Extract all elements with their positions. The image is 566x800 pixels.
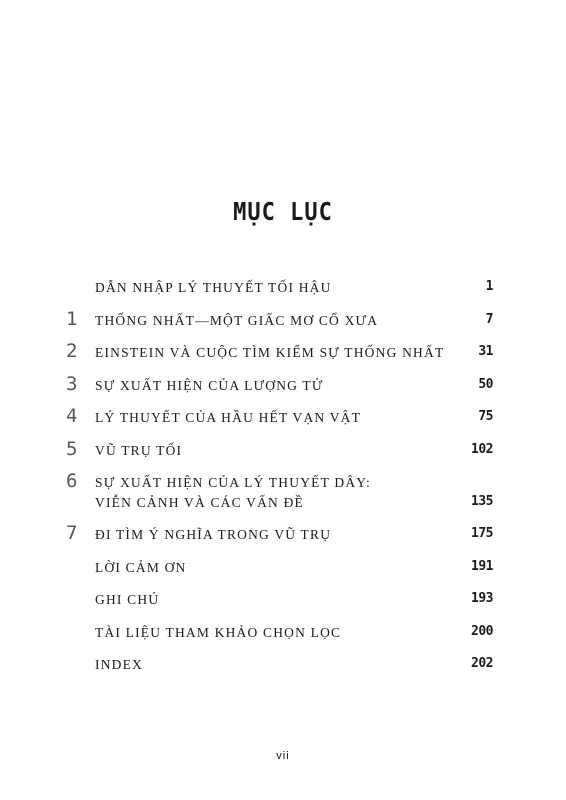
page-number: 102 <box>471 441 493 457</box>
entry-title: SỰ XUẤT HIỆN CỦA LÝ THUYẾT DÂY: VIỄN CẢNH VÀ CÁC VẤN ĐỀ <box>95 475 371 510</box>
entry-title: INDEX <box>95 657 143 672</box>
page-number: 193 <box>471 591 493 606</box>
toc-entry-acknowledgements <box>0 554 566 587</box>
toc-entry-chapter-4 <box>0 404 566 437</box>
page-number: 191 <box>471 558 493 574</box>
page-number: 31 <box>478 344 493 359</box>
page-number: 75 <box>478 409 493 424</box>
table-of-contents <box>0 274 566 684</box>
toc-entry-chapter-2 <box>0 339 566 372</box>
chapter-number: 1 <box>66 307 78 330</box>
toc-entry-bibliography <box>0 619 566 652</box>
chapter-number: 3 <box>66 372 78 395</box>
page-number: 200 <box>471 623 493 639</box>
page-number: 175 <box>471 526 493 541</box>
entry-title: ĐI TÌM Ý NGHĨA TRONG VŨ TRỤ <box>95 527 332 542</box>
toc-entry-chapter-6 <box>0 469 566 521</box>
toc-entry-chapter-5 <box>0 437 566 470</box>
entry-title: SỰ XUẤT HIỆN CỦA LƯỢNG TỬ <box>95 377 324 393</box>
entry-title: LÝ THUYẾT CỦA HẦU HẾT VẠN VẬT <box>95 410 362 425</box>
toc-entry-notes <box>0 586 566 619</box>
page-title: MỤC LỤC <box>233 198 333 227</box>
chapter-number: 2 <box>66 340 78 362</box>
chapter-number: 6 <box>66 470 78 492</box>
entry-title: DẪN NHẬP LÝ THUYẾT TỐI HẬU <box>95 280 332 295</box>
entry-title: LỜI CẢM ƠN <box>95 559 187 575</box>
entry-title: GHI CHÚ <box>95 592 160 607</box>
toc-entry-chapter-1 <box>0 307 566 340</box>
toc-entry-chapter-7 <box>0 521 566 554</box>
chapter-number: 7 <box>66 522 78 544</box>
page-number: 1 <box>485 279 493 294</box>
page-number: 135 <box>471 494 493 509</box>
entry-title: THỐNG NHẤT—MỘT GIẤC MƠ CỔ XƯA <box>95 312 379 328</box>
toc-entry-index <box>0 651 566 684</box>
page-folio: vii <box>276 750 290 762</box>
page-number: 50 <box>478 376 493 392</box>
toc-entry-chapter-3 <box>0 372 566 405</box>
entry-title: TÀI LIỆU THAM KHẢO CHỌN LỌC <box>95 624 342 640</box>
chapter-number: 4 <box>66 405 78 427</box>
page-number: 7 <box>485 311 493 327</box>
chapter-number: 5 <box>66 437 78 460</box>
entry-title: EINSTEIN VÀ CUỘC TÌM KIẾM SỰ THỐNG NHẤT <box>95 345 445 360</box>
toc-entry-introduction <box>0 274 566 307</box>
page-number: 202 <box>471 656 493 671</box>
entry-title: VŨ TRỤ TỐI <box>95 442 183 458</box>
